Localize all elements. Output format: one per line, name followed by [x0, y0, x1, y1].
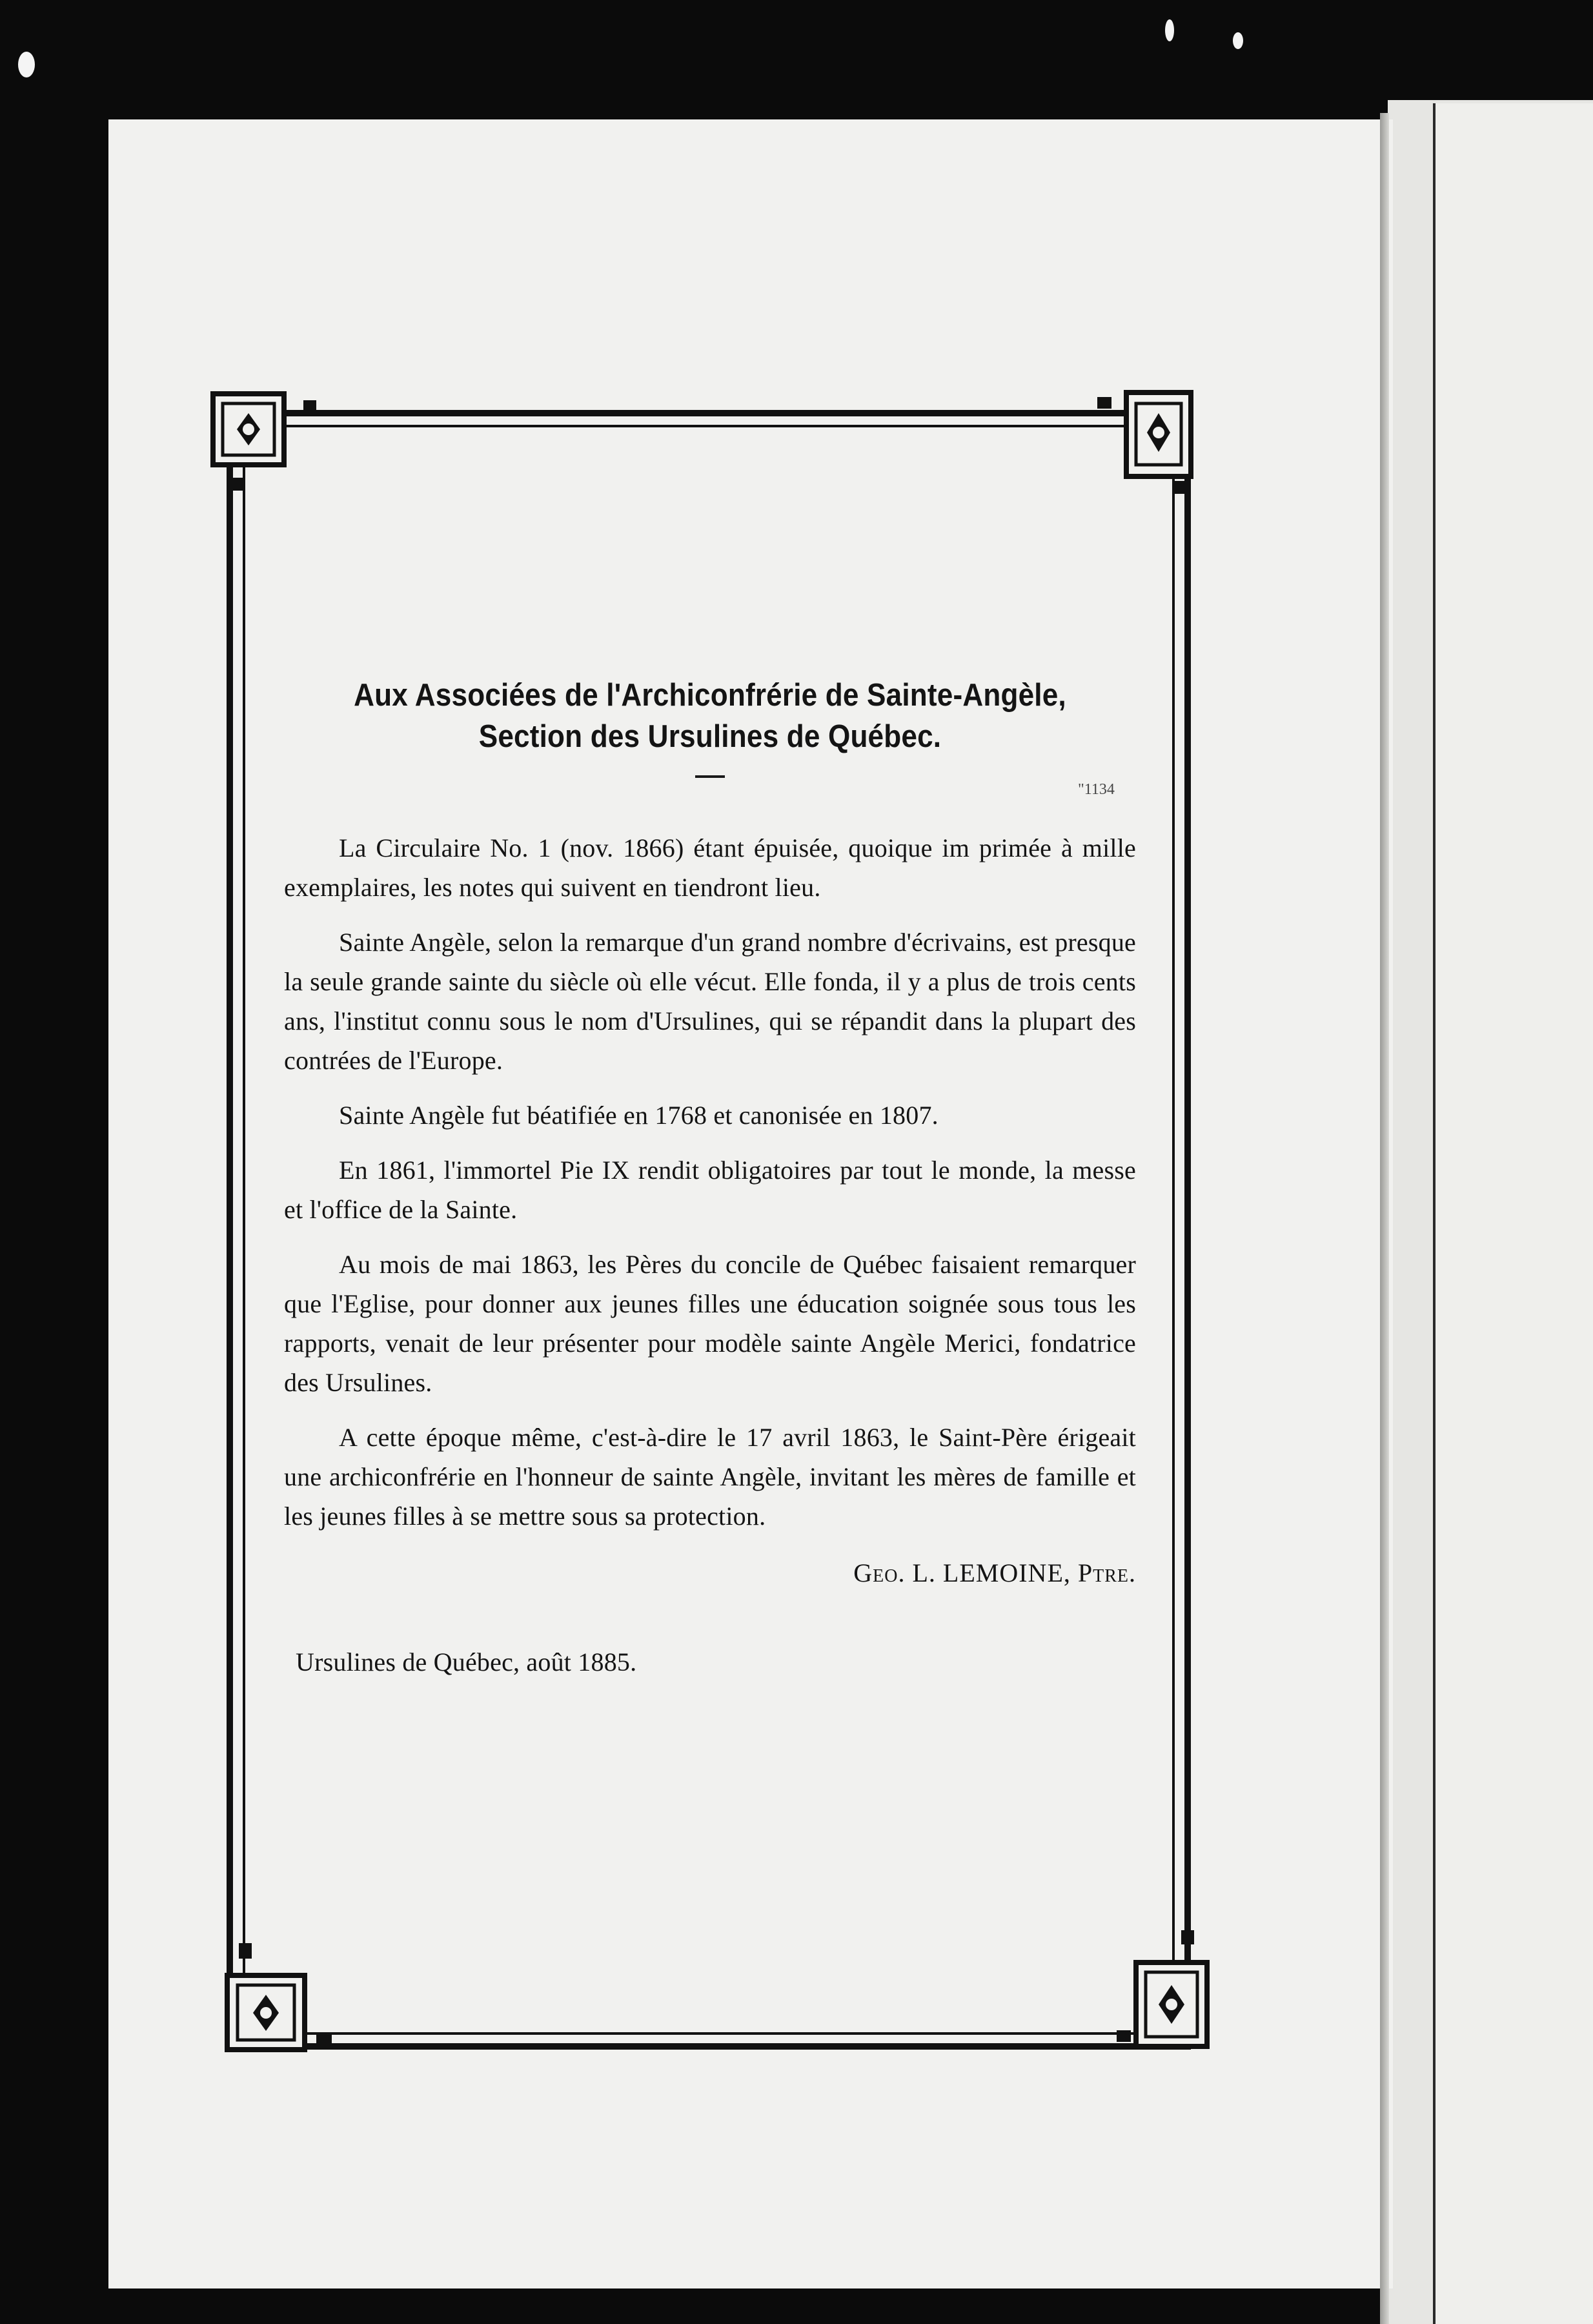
handwritten-mark: "1134 [1078, 781, 1115, 798]
corner-ornament-top-right [1097, 392, 1191, 494]
paragraph-beatification: Sainte Angèle fut béatifiée en 1768 et canonisée en 1807. [339, 1101, 939, 1130]
place-date: Ursulines de Québec, août 1885. [296, 1647, 637, 1677]
signature: Geo. L. LEMOINE, Ptre. [853, 1558, 1136, 1587]
title-line-2: Section des Ursulines de Québec. [478, 719, 942, 754]
paragraph-archiconfrerie: A cette époque même, c'est-à-dire le 17 avril 1863, le Saint-Père érigeait une archiconfrérie en l'honneur de sainte Angèle, invitant les mères de famille et les jeunes filles à se mettre sous sa protection. [284, 1423, 1136, 1531]
document-body [284, 675, 1136, 1682]
paragraph-circulaire: La Circulaire No. 1 (nov. 1866) étant épuisée, quoique im primée à mille exemplaires, les notes qui suivent en tiendront lieu. [284, 833, 1136, 902]
paragraph-sainte-angele: Sainte Angèle, selon la remarque d'un grand nombre d'écrivains, est presque la seule grande sainte du siècle où elle vécut. Elle fonda, il y a plus de trois cents ans, l'institut connu sous le nom d'Ursulines, qui se répandit dans la plupart des contrées de l'Europe. [284, 928, 1136, 1075]
paragraph-concile: Au mois de mai 1863, les Pères du concile de Québec faisaient remarquer que l'Eglise, pour donner aux jeunes filles une éducation soignée sous tous les rapports, venait de leur présenter pour modèle sainte Angèle Merici, fondatrice des Ursulines. [284, 1250, 1136, 1397]
corner-ornament-bottom-right [1117, 1930, 1207, 2046]
document-title [327, 675, 1093, 757]
title-line-1: Aux Associées de l'Archiconfrérie de Sainte-Angèle, [354, 678, 1066, 713]
paragraph-pie-ix: En 1861, l'immortel Pie IX rendit obligatoires par tout le monde, la messe et l'office de la Sainte. [284, 1156, 1136, 1224]
title-separator [695, 775, 725, 778]
